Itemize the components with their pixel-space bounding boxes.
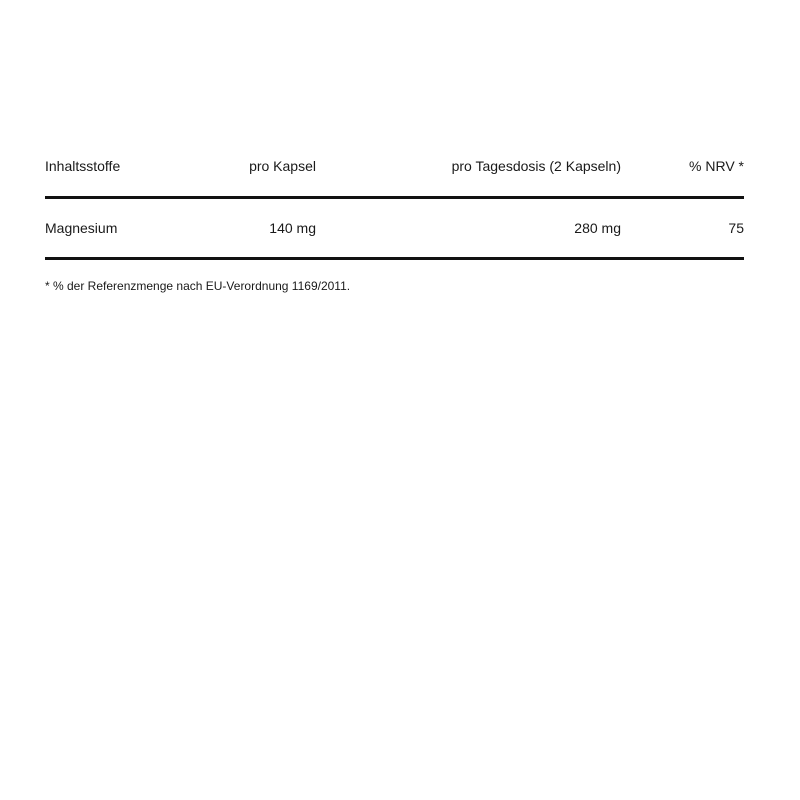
cell-ingredient: Magnesium — [45, 220, 118, 236]
header-nrv: % NRV * — [689, 157, 744, 174]
cell-per-capsule: 140 mg — [269, 220, 316, 236]
table-row — [45, 199, 744, 260]
cell-nrv: 75 — [728, 220, 744, 236]
header-ingredient: Inhaltsstoffe — [45, 157, 121, 174]
nutrition-table — [45, 150, 744, 260]
header-per-daily-dose: pro Tagesdosis (2 Kapseln) — [451, 157, 621, 174]
table-header-row — [45, 150, 744, 199]
header-per-capsule: pro Kapsel — [249, 157, 316, 174]
cell-per-daily-dose: 280 mg — [574, 220, 621, 236]
footnote: * % der Referenzmenge nach EU-Verordnung 1169/2011. — [45, 279, 351, 293]
